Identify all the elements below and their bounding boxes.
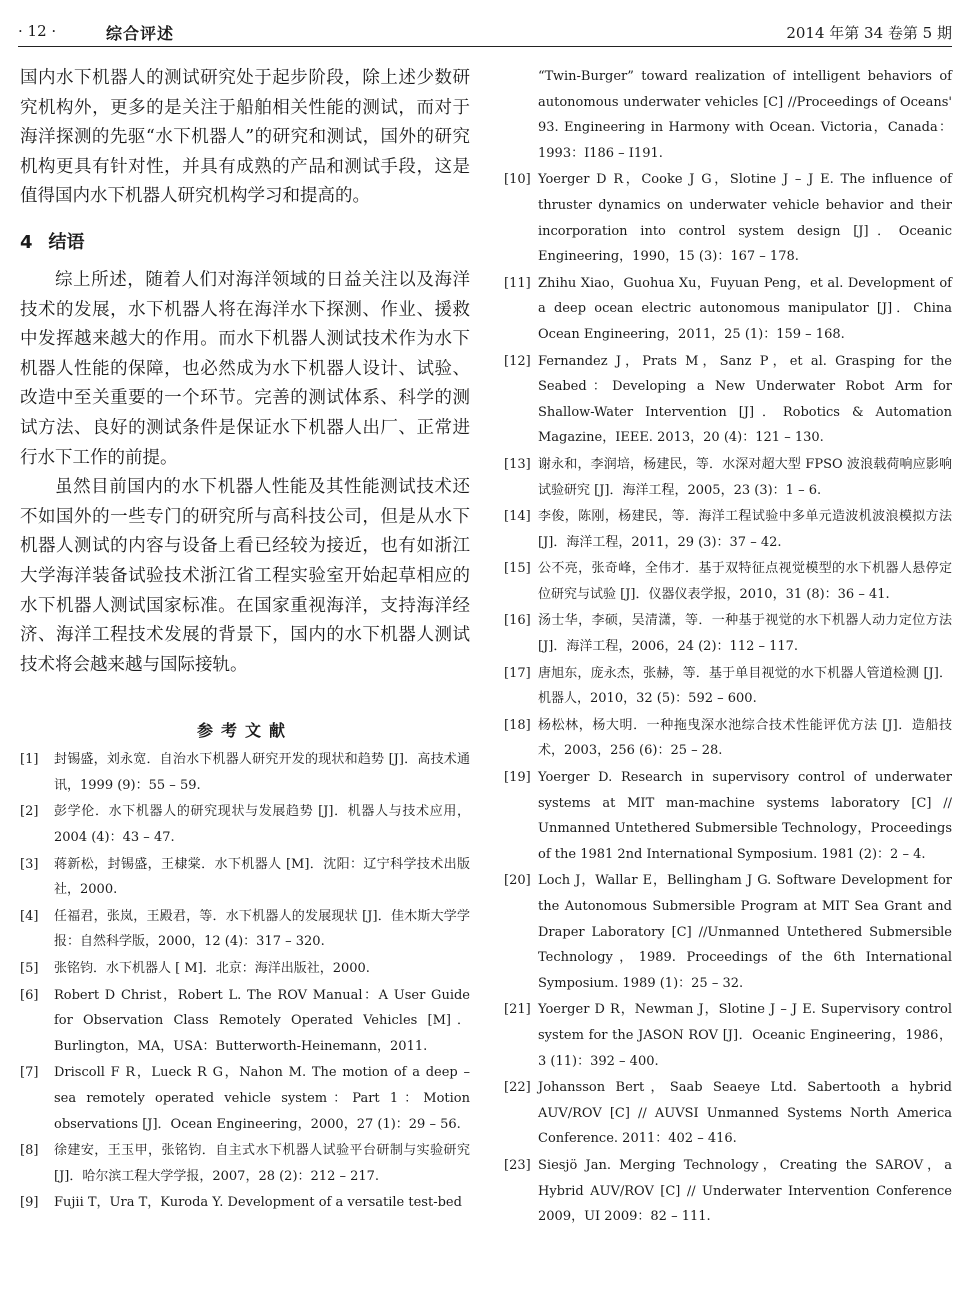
reference-continued: “Twin-Burger” toward realization of intelligent behaviors of autonomous underwater vehicles [C] //Proceedings of Oceans' 93. Engineering in Harmony with Ocean. Victoria，Canada：1993：I186 – I191. <box>538 69 952 161</box>
section-label: 综合评述 <box>106 24 175 43</box>
reference-number: [20] <box>504 873 531 889</box>
reference-number: [11] <box>504 275 531 291</box>
reference-text: Driscoll F R，Lueck R G，Nahon M. The motion of a deep – sea remotely operated vehicle system：Part 1：Motion observations [J]．Ocean Engineering，2000，27 (1)：29 – 56. <box>54 1065 470 1132</box>
reference-item <box>20 983 470 1060</box>
references-heading: 参考文献 <box>196 721 293 741</box>
reference-number: [15] <box>504 561 531 577</box>
reference-item <box>504 1153 952 1230</box>
reference-text: 封锡盛，刘永宽．自治水下机器人研究开发的现状和趋势 [J]．高技术通讯，1999 (9)：55 – 59. <box>54 752 470 793</box>
reference-item <box>20 799 470 850</box>
running-header <box>18 18 952 46</box>
reference-text: Yoerger D R，Newman J，Slotine J – J E. Supervisory control system for the JASON ROV [J]．Oceanic Engineering，1986，3 (11)：392 – 400. <box>538 1002 952 1069</box>
reference-number: [22] <box>504 1080 531 1096</box>
reference-text: Yoerger D R，Cooke J G，Slotine J – J E. The influence of thruster dynamics on underwater vehicle behavior and their incorporation into control system design [J]．Oceanic Engineering，1990，15 (3)：167 – 178. <box>538 172 952 265</box>
reference-text: Johansson Bert，Saab Seaeye Ltd. Sabertooth a hybrid AUV/ROV [C] // AUVSI Unmanned Systems North America Conference. 2011：402 – 416. <box>538 1080 952 1147</box>
reference-text: 张铭钧．水下机器人 [ M]．北京：海洋出版社，2000. <box>54 961 370 977</box>
reference-number: [14] <box>504 509 531 525</box>
references-list-right <box>504 167 952 1229</box>
reference-item <box>20 1060 470 1137</box>
reference-text: 唐旭东，庞永杰，张赫，等．基于单目视觉的水下机器人管道检测 [J]．机器人，2010，32 (5)：592 – 600. <box>538 665 952 707</box>
reference-number: [16] <box>504 613 531 629</box>
reference-text: 徐建安，王玉甲，张铭钧．自主式水下机器人试验平台研制与实验研究 [J]．哈尔滨工程大学学报，2007，28 (2)：212 – 217. <box>54 1143 470 1184</box>
reference-item <box>504 868 952 996</box>
reference-item <box>504 452 952 503</box>
reference-item <box>20 1190 470 1216</box>
paragraph-continued: 国内水下机器人的测试研究处于起步阶段，除上述少数研究机构外，更多的是关注于船舶相关性能的测试，而对于海洋探测的先驱“水下机器人”的研究和测试，国外的研究机构更具有针对性，并具有成熟的产品和测试手段，这是值得国内水下机器人研究机构学习和提高的。 <box>20 68 470 207</box>
reference-item <box>20 1138 470 1189</box>
reference-text: 杨松林，杨大明．一种拖曳深水池综合技术性能评优方法 [J]．造船技术，2003，256 (6)：25 – 28. <box>538 717 952 759</box>
reference-item <box>504 997 952 1074</box>
reference-number: [17] <box>504 665 531 681</box>
reference-text: 谢永和，李润培，杨建民，等．水深对超大型 FPSO 波浪载荷响应影响试验研究 [J]．海洋工程，2005，23 (3)：1 – 6. <box>538 456 952 498</box>
section-heading <box>20 228 470 254</box>
reference-text: 李俊，陈刚，杨建民，等．海洋工程试验中多单元造波机波浪模拟方法 [J]．海洋工程，2011，29 (3)：37 – 42. <box>538 509 952 550</box>
reference-item <box>20 747 470 798</box>
reference-text: 任福君，张岚，王殿君，等．水下机器人的发展现状 [J]．佳木斯大学学报：自然科学版，2000，12 (4)：317 – 320. <box>54 908 470 950</box>
reference-text: Fujii T，Ura T，Kuroda Y. Development of a versatile test-bed <box>54 1195 462 1211</box>
reference-item <box>504 504 952 555</box>
conclusion-paragraph-1: 综上所述，随着人们对海洋领域的日益关注以及海洋技术的发展，水下机器人将在海洋水下探测、作业、援救中发挥越来越大的作用。而水下机器人测试技术作为水下机器人性能的保障，也必然成为水下机器人设计、试验、改造中至关重要的一个环节。完善的测试体系、科学的测试方法、良好的测试条件是保证水下机器人出厂、正常进行水下工作的前提。 <box>20 269 470 468</box>
reference-number: [9] <box>20 1195 39 1211</box>
reference-number: [13] <box>504 456 531 472</box>
reference-text: Loch J，Wallar E，Bellingham J G. Software Development for the Autonomous Submersible Program at MIT Sea Grant and Draper Laboratory [C] //Unmanned Untethered Submersible Technology，1989. Proceedings of the 6th International Symposium. 1989 (1)：25 – 32. <box>538 873 952 991</box>
reference-text: 公不亮，张奇峰，全伟才．基于双特征点视觉模型的水下机器人悬停定位研究与试验 [J]．仪器仪表学报，2010，31 (8)：36 – 41. <box>538 561 952 602</box>
reference-text: Siesjö Jan. Merging Technology，Creating the SAROV，a Hybrid AUV/ROV [C] // Underwater Intervention Conference 2009，UI 2009：82 – 111. <box>538 1157 952 1225</box>
reference-item <box>504 661 952 712</box>
right-column <box>504 64 952 1231</box>
section-title: 结语 <box>48 231 85 253</box>
reference-text: Yoerger D. Research in supervisory control of underwater systems at MIT man-machine systems laboratory [C] // Unmanned Untethered Submersible Technology，Proceedings of the 1981 2nd International Symposium. 1981 (2)：2 – 4. <box>538 770 952 862</box>
header-divider <box>18 46 952 47</box>
reference-text: 汤士华，李硕，吴清潇，等．一种基于视觉的水下机器人动力定位方法 [J]．海洋工程，2006，24 (2)：112 – 117. <box>538 613 952 655</box>
reference-text: 蒋新松，封锡盛，王棣棠．水下机器人 [M]．沈阳：辽宁科学技术出版社，2000. <box>54 856 470 898</box>
reference-number: [7] <box>20 1065 39 1081</box>
reference-number: [12] <box>504 353 531 369</box>
reference-number: [19] <box>504 770 531 786</box>
reference-item <box>504 765 952 867</box>
left-column <box>20 64 470 1217</box>
reference-number: [5] <box>20 961 39 977</box>
reference-item <box>20 904 470 955</box>
reference-item <box>504 349 952 451</box>
reference-item <box>504 167 952 269</box>
section-number: 4 <box>20 231 33 253</box>
reference-item <box>504 713 952 764</box>
reference-text: 彭学伦．水下机器人的研究现状与发展趋势 [J]．机器人与技术应用，2004 (4)：43 – 47. <box>54 804 470 846</box>
reference-number: [23] <box>504 1157 531 1173</box>
reference-item <box>20 956 470 982</box>
references-list-left <box>20 747 470 1216</box>
reference-number: [2] <box>20 804 39 820</box>
reference-number: [3] <box>20 856 39 872</box>
reference-item <box>504 1075 952 1152</box>
reference-number: [8] <box>20 1143 39 1159</box>
reference-number: [1] <box>20 752 39 768</box>
reference-item <box>20 852 470 903</box>
reference-number: [6] <box>20 987 39 1003</box>
page-number: · 12 · <box>18 22 57 40</box>
reference-text: Fernandez J，Prats M，Sanz P，et al. Grasping for the Seabed：Developing a New Underwater Robot Arm for Shallow-Water Intervention [J]．Robotics & Automation Magazine，IEEE. 2013，20 (4)：121 – 130. <box>538 353 952 446</box>
reference-item <box>504 271 952 348</box>
reference-item <box>504 556 952 607</box>
reference-number: [21] <box>504 1002 531 1018</box>
reference-number: [10] <box>504 172 531 188</box>
issue-info: 2014 年第 34 卷第 5 期 <box>786 24 952 42</box>
reference-text: Robert D Christ，Robert L. The ROV Manual：A User Guide for Observation Class Remotely Operated Vehicles [M]．Burlington，MA，USA：Butterworth-Heinemann，2011. <box>54 987 470 1054</box>
reference-number: [18] <box>504 717 531 733</box>
conclusion-paragraph-2: 虽然目前国内的水下机器人性能及其性能测试技术还不如国外的一些专门的研究所与高科技公司，但是从水下机器人测试的内容与设备上看已经较为接近，也有如浙江大学海洋装备试验技术浙江省工程实验室开始起草相应的水下机器人测试国家标准。在国家重视海洋，支持海洋经济、海洋工程技术发展的背景下，国内的水下机器人测试技术将会越来越与国际接轨。 <box>20 477 470 675</box>
reference-text: Zhihu Xiao，Guohua Xu，Fuyuan Peng，et al. Development of a deep ocean electric autonomous manipulator [J]．China Ocean Engineering，2011，25 (1)：159 – 168. <box>538 275 952 342</box>
reference-item <box>504 608 952 659</box>
reference-number: [4] <box>20 908 39 924</box>
